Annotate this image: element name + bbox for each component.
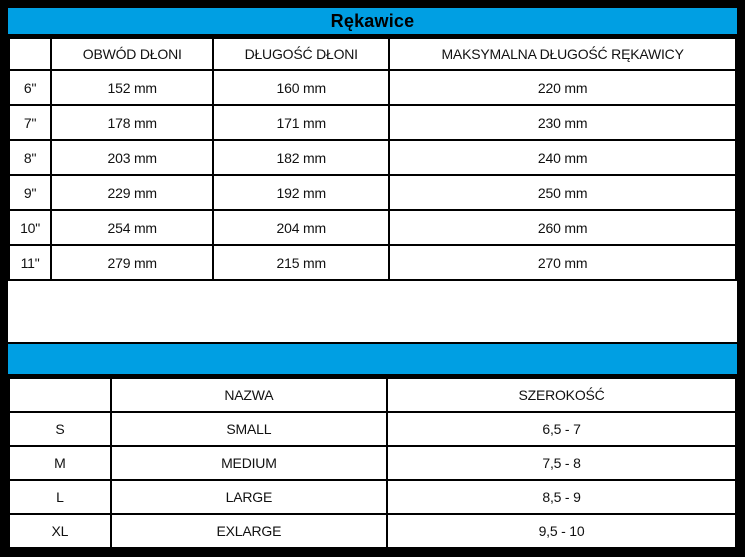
table-cell: 279 mm [51,245,213,280]
table-row [9,514,736,548]
table-cell: 230 mm [389,105,736,140]
size-cell: 10" [9,210,51,245]
size-cell: 9" [9,175,51,210]
table-cell: 270 mm [389,245,736,280]
table-header-row [9,378,736,412]
table-row [9,140,736,175]
size-cell: 6" [9,70,51,105]
header-cell-name: NAZWA [111,378,387,412]
table-cell: 204 mm [213,210,389,245]
table-cell: 203 mm [51,140,213,175]
table-row [9,210,736,245]
header-cell-max-glove-length: MAKSYMALNA DŁUGOŚĆ RĘKAWICY [389,38,736,70]
table-row [9,412,736,446]
size-cell: 7" [9,105,51,140]
table-cell: EXLARGE [111,514,387,548]
size-cell: M [9,446,111,480]
table-cell: 240 mm [389,140,736,175]
title-bar [8,8,737,37]
header-cell-width: SZEROKOŚĆ [387,378,736,412]
size-cell: S [9,412,111,446]
table-cell: 178 mm [51,105,213,140]
table-row [9,105,736,140]
table-cell: 160 mm [213,70,389,105]
table-row [9,175,736,210]
table-cell: 254 mm [51,210,213,245]
table-cell: 220 mm [389,70,736,105]
table-header-row [9,38,736,70]
table-cell: 8,5 - 9 [387,480,736,514]
table-cell: 9,5 - 10 [387,514,736,548]
header-cell-hand-length: DŁUGOŚĆ DŁONI [213,38,389,70]
table-cell: SMALL [111,412,387,446]
table-cell: 7,5 - 8 [387,446,736,480]
header-cell-hand-circumference: OBWÓD DŁONI [51,38,213,70]
page-title: Rękawice [330,10,415,31]
header-cell [9,378,111,412]
table-row [9,70,736,105]
table-cell: 171 mm [213,105,389,140]
header-cell [9,38,51,70]
size-cell: L [9,480,111,514]
section-divider-bar [8,342,737,377]
letter-size-table [8,377,737,549]
table-cell: MEDIUM [111,446,387,480]
table-cell: 229 mm [51,175,213,210]
table-cell: 182 mm [213,140,389,175]
table-cell: LARGE [111,480,387,514]
table-row [9,446,736,480]
size-cell: 11" [9,245,51,280]
table-cell: 6,5 - 7 [387,412,736,446]
table-cell: 260 mm [389,210,736,245]
table-row [9,480,736,514]
table-cell: 192 mm [213,175,389,210]
table-cell: 215 mm [213,245,389,280]
size-cell: XL [9,514,111,548]
glove-size-table [8,37,737,281]
table-row [9,245,736,280]
size-cell: 8" [9,140,51,175]
table-cell: 152 mm [51,70,213,105]
table-cell: 250 mm [389,175,736,210]
spacer [8,281,737,342]
